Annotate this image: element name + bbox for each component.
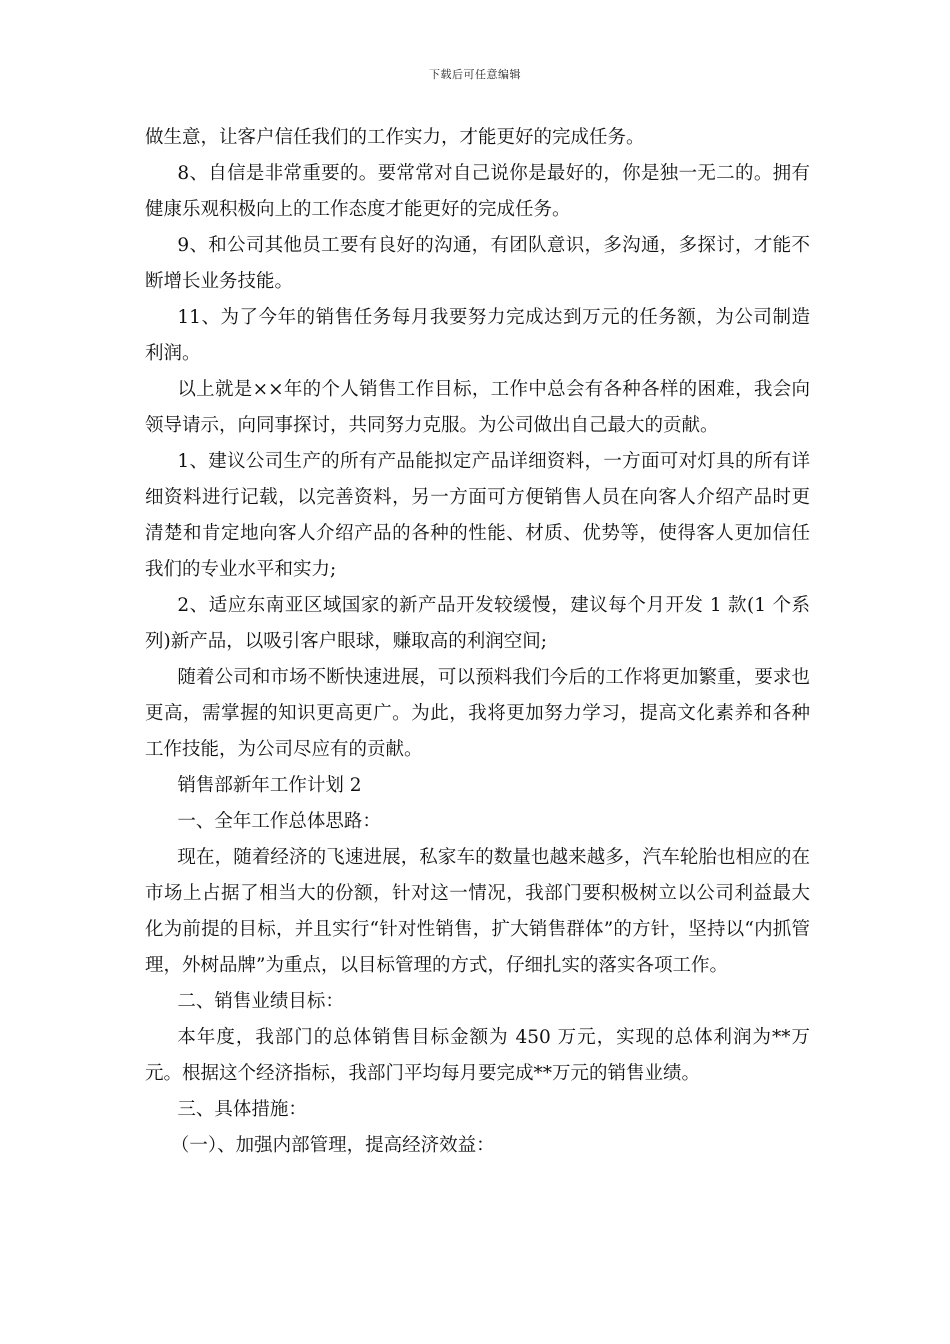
paragraph-item-8: 8、自信是非常重要的。要常常对自己说你是最好的，你是独一无二的。拥有健康乐观积极向上的工作态度才能更好的完成任务。 (145, 163, 810, 220)
paragraph-suggestion-2: 2、适应东南亚区域国家的新产品开发较缓慢，建议每个月开发 1 款(1 个系列)新产品，以吸引客户眼球，赚取高的利润空间; (145, 595, 810, 652)
paragraph-approach: 现在，随着经济的飞速进展，私家车的数量也越来越多，汽车轮胎也相应的在市场上占据了相当大的份额，针对这一情况，我部门要积极树立以公司利益最大化为前提的目标，并且实行“针对性销售，扩大销售群体”的方针，坚持以“内抓管理，外树品牌”为重点，以目标管理的方式，仔细扎实的落实各项工作。 (145, 847, 810, 976)
paragraph-suggestion-1: 1、建议公司生产的所有产品能拟定产品详细资料，一方面可对灯具的所有详细资料进行记载，以完善资料，另一方面可方便销售人员在向客人介绍产品时更清楚和肯定地向客人介绍产品的各种的性能、材质、优势等，使得客人更加信任我们的专业水平和实力; (145, 451, 810, 580)
paragraph-sales-target: 本年度，我部门的总体销售目标金额为 450 万元，实现的总体利润为**万元。根据这个经济指标，我部门平均每月要完成**万元的销售业绩。 (145, 1027, 810, 1084)
paragraph-summary: 以上就是××年的个人销售工作目标，工作中总会有各种各样的困难，我会向领导请示，向同事探讨，共同努力克服。为公司做出自己最大的贡献。 (145, 379, 810, 436)
heading-measures: 三、具体措施： (177, 1099, 307, 1120)
heading-sales-target: 二、销售业绩目标： (177, 991, 344, 1012)
heading-overall-approach: 一、全年工作总体思路： (177, 811, 381, 832)
paragraph-continuation: 做生意，让客户信任我们的工作实力，才能更好的完成任务。 (145, 127, 645, 148)
document-body (145, 120, 810, 1164)
section-title: 销售部新年工作计划 2 (177, 775, 362, 796)
heading-measure-1: （一）、加强内部管理，提高经济效益： (170, 1135, 495, 1156)
paragraph-item-9: 9、和公司其他员工要有良好的沟通，有团队意识，多沟通，多探讨，才能不断增长业务技能。 (145, 235, 810, 292)
paragraph-item-11: 11、为了今年的销售任务每月我要努力完成达到万元的任务额，为公司制造利润。 (145, 307, 810, 364)
header-note: 下载后可任意编辑 (429, 68, 521, 81)
paragraph-closing: 随着公司和市场不断快速进展，可以预料我们今后的工作将更加繁重，要求也更高，需掌握的知识更高更广。为此，我将更加努力学习，提高文化素养和各种工作技能，为公司尽应有的贡献。 (145, 667, 810, 760)
